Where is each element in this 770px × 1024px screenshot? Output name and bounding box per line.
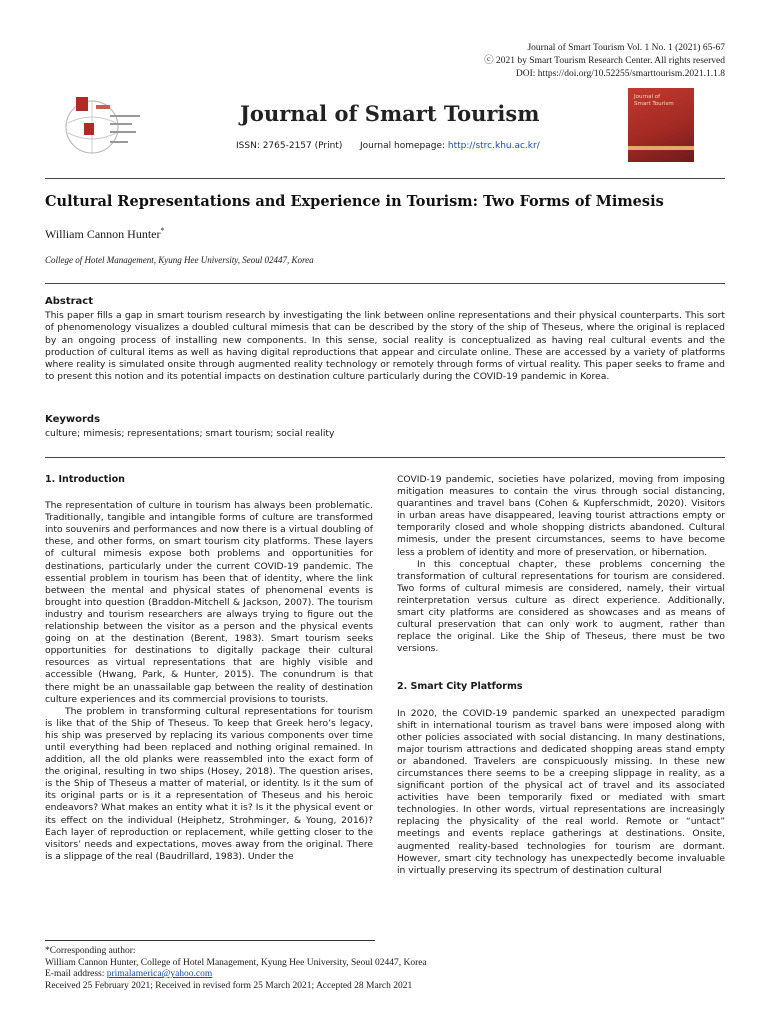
journal-title: Journal of Smart Tourism bbox=[240, 101, 540, 126]
journal-issue-line: Journal of Smart Tourism Vol. 1 No. 1 (2021) 65-67 bbox=[527, 43, 725, 53]
footnote-divider bbox=[45, 940, 375, 941]
author bbox=[45, 226, 165, 242]
paragraph: The problem in transforming cultural representations for tourism is like that of the Ship of Theseus. To keep that Greek hero’s legacy, his ship was preserved by replacing its various components over time until everything had been replaced and nothing original remained. In addition, all the old planks were reassembled into the exact form of the original, resulting in two ships (Hosey, 2018). The question arises, is the Ship of Theseus a matter of material, or identity. Is it the sum of its original parts or is it a representation of Theseus and his heroic endeavors? What makes an entity what it is? Is it the physical event or its effect on the individual (Heiphetz, Strohminger, & Young, 2016)? Each layer of reproduction or replacement, while getting closer to the visitors’ needs and expectations, moves away from the original. There is a slippage of the real (Baudrillard, 1983). Under the bbox=[45, 705, 373, 862]
homepage-label: Journal homepage: bbox=[360, 141, 448, 151]
abstract-text: This paper fills a gap in smart tourism research by investigating the link between online representations and their physical counterparts. This sort of phenomenology visualizes a doubled cultural mimesis that can be described by the story of the ship of Theseus, where the original is replaced by an ongoing process of installing new components. In this sense, social reality is conceptualized as having real cultural events and the production of cultural items as well as having digital reproductions that appear and circulate online. These are accessed by a variety of platforms where reality is simulated onsite through augmented reality technology or remotely through forms of virtual reality. This paper seeks to frame and to present this notion and its potential impacts on destination culture particularly during the COVID-19 pandemic in Korea. bbox=[45, 310, 725, 383]
paragraph: In this conceptual chapter, these problems concerning the transformation of cultural representations for tourism are considered. Two forms of cultural mimesis are considered, namely, their virtual reinterpretation versus culture as direct experience. Additionally, smart city platforms are considered as showcases and as means of cultural preservation that can only work to augment, rather than replace the original. Like the Ship of Theseus, there must be two versions. bbox=[397, 558, 725, 655]
author-mark: * bbox=[160, 226, 165, 235]
email-link[interactable]: primalamerica@yahoo.com bbox=[106, 969, 213, 980]
cover-title: Journal of Smart Tourism bbox=[634, 94, 674, 107]
header-divider bbox=[45, 178, 725, 179]
paper-title: Cultural Representations and Experience in Tourism: Two Forms of Mimesis bbox=[45, 193, 664, 210]
journal-meta bbox=[484, 42, 725, 81]
copyright-line: ⓒ 2021 by Smart Tourism Research Center. All rights reserved bbox=[484, 56, 725, 66]
author-name: William Cannon Hunter bbox=[45, 227, 161, 241]
footnote-author: William Cannon Hunter, College of Hotel Management, Kyung Hee University, Seoul 02447, Korea bbox=[45, 957, 427, 968]
strc-logo bbox=[62, 93, 154, 157]
body-column-right bbox=[397, 474, 725, 877]
footnote-received: Received 25 February 2021; Received in revised form 25 March 2021; Accepted 28 March 2021 bbox=[45, 980, 413, 991]
paragraph: The representation of culture in tourism has always been problematic. Traditionally, tangible and intangible forms of culture are transformed into souvenirs and performances and now there is a virtual doubling of these, and other forms, on smart tourism city platforms. These layers of cultural mimesis expose both problems and opportunities for destinations, particularly under the current COVID-19 pandemic. The essential problem in tourism has been that of identity, where the link between the mental and physical states of phenomenal events is brought into question (Braddon-Mitchell & Jackson, 2007). The tourism industry and tourism researchers are always trying to figure out the relationship between the visitor as a person and the physical events going on at the destination (Berent, 1983). Smart tourism seeks opportunities for destinations to digitally package their cultural resources as virtual representations that are highly visible and accessible (Hwang, Park, & Hunter, 2015). The conundrum is that there might be an unassailable gap between the reality of destination culture experiences and its commercial provisions to tourists. bbox=[45, 500, 373, 705]
body-divider bbox=[45, 457, 725, 458]
journal-homepage bbox=[360, 141, 540, 151]
section-heading-smart-city: 2. Smart City Platforms bbox=[397, 681, 523, 693]
issn: ISSN: 2765-2157 (Print) bbox=[236, 141, 343, 151]
section-heading-introduction: 1. Introduction bbox=[45, 474, 125, 485]
homepage-link[interactable]: http://strc.khu.ac.kr/ bbox=[447, 141, 540, 151]
journal-cover-image bbox=[628, 88, 694, 162]
keywords-heading: Keywords bbox=[45, 414, 101, 425]
abstract-heading: Abstract bbox=[45, 296, 94, 307]
footnote-email-line: E-mail address: primalamerica@yahoo.com bbox=[45, 969, 213, 980]
abstract-divider bbox=[45, 283, 725, 284]
keywords-text: culture; mimesis; representations; smart tourism; social reality bbox=[45, 428, 335, 439]
footnote bbox=[45, 946, 427, 992]
doi-line[interactable]: DOI: https://doi.org/10.52255/smarttourism.2021.1.1.8 bbox=[515, 69, 725, 79]
paragraph: In 2020, the COVID-19 pandemic sparked an unexpected paradigm shift in international tourism as travel bans were imposed along with other policies associated with social distancing. In many destinations, major tourism attractions and dedicated shopping areas stand empty or abandoned. Travelers are conspicuously missing. In these new circumstances there seems to be a creeping slippage in reality, as a significant portion of the physical act of travel and its associated activities have been temporarily fixed or mediated with smart technologies. In other words, virtual representations are increasingly replacing the physicality of the real world. Remote or “untact” meetings and events replace gatherings at destinations. Onsite, augmented reality-based technologies for tourism are dormant. However, smart city technology has unexpectedly become invaluable in virtually preserving its spectrum of destination cultural bbox=[397, 707, 725, 876]
affiliation: College of Hotel Management, Kyung Hee University, Seoul 02447, Korea bbox=[45, 255, 314, 265]
cover-stripe bbox=[628, 146, 694, 150]
paragraph: COVID-19 pandemic, societies have polarized, moving from imposing mitigation measures to contain the virus through social distancing, quarantines and travel bans (Cohen & Kupferschmidt, 2020). Visitors in urban areas have disappeared, leaving tourist attractions empty or temporarily closed and whole shopping districts abandoned. Cultural mimesis, under the present circumstances, seems to have become less a problem of identity and more of preservation, or hibernation. bbox=[397, 474, 725, 558]
body-column-left bbox=[45, 474, 373, 863]
footnote-label: *Corresponding author: bbox=[45, 946, 136, 956]
